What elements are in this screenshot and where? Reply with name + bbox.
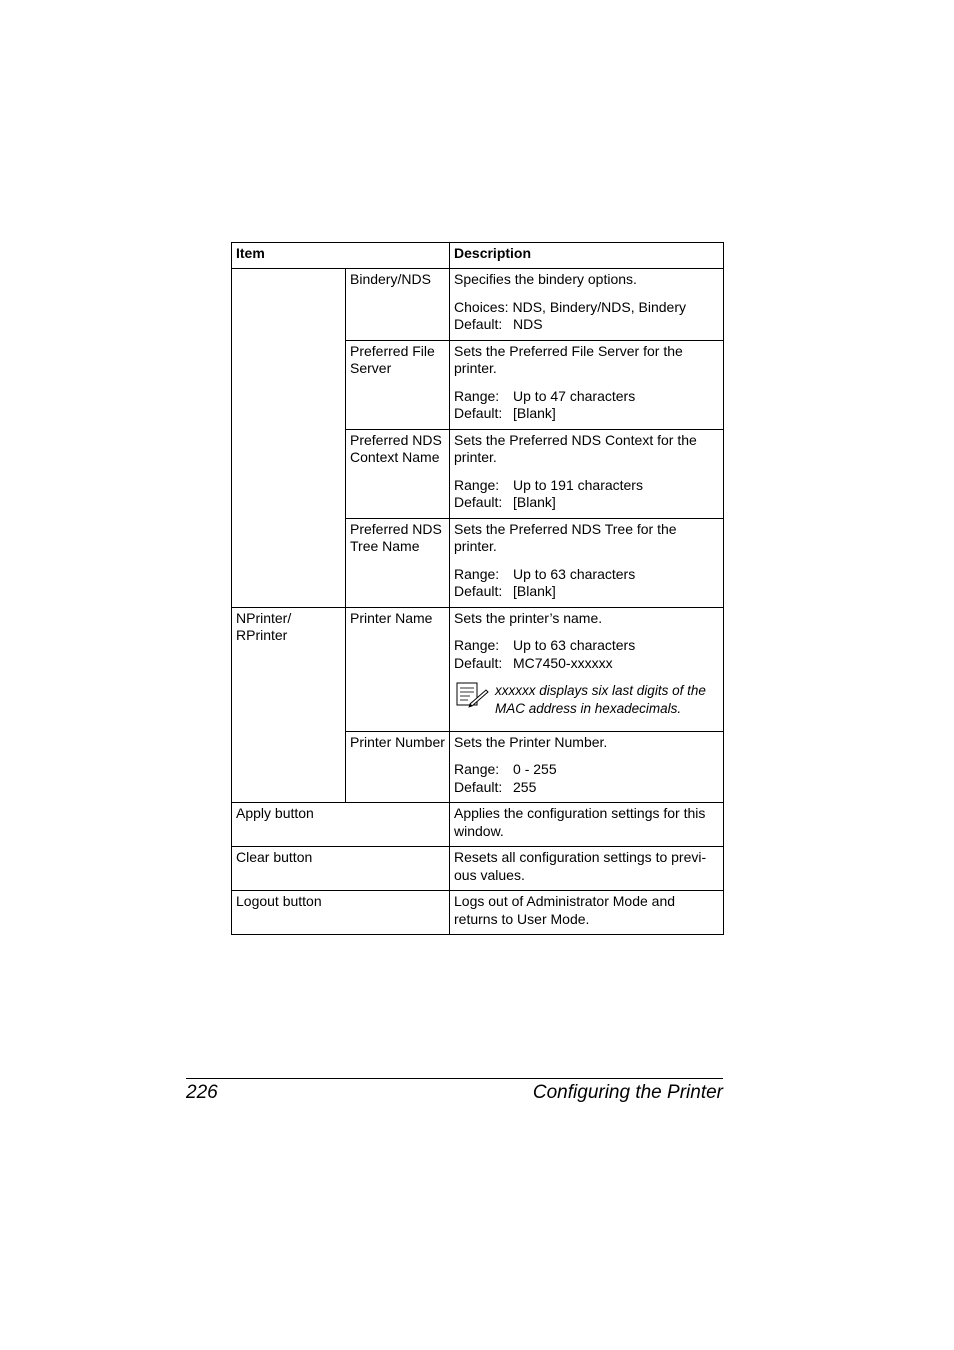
sub-item-preferred-nds-tree-name: Preferred NDS Tree Name xyxy=(346,518,450,607)
range-label: Range: xyxy=(454,637,500,653)
description-text: Applies the configuration settings for this window. xyxy=(450,803,724,847)
default-label: Default: xyxy=(454,316,503,332)
choices-value: NDS, Bindery/NDS, Bindery xyxy=(512,298,686,315)
range-default-block xyxy=(454,566,719,601)
item-cell-empty xyxy=(232,269,346,608)
default-label: Default: xyxy=(454,778,503,795)
sub-item-preferred-nds-context-name: Preferred NDS Context Name xyxy=(346,429,450,518)
description-cell xyxy=(450,269,724,341)
range-default-block xyxy=(454,388,719,423)
description-cell xyxy=(450,429,724,518)
range-default-block xyxy=(454,637,721,672)
default-value: MC7450-xxxxxx xyxy=(513,654,613,671)
description-cell xyxy=(450,340,724,429)
description-text: Sets the Printer Number. xyxy=(454,733,608,750)
choices-default-block xyxy=(454,299,719,334)
default-value: NDS xyxy=(513,316,543,332)
range-value: Up to 47 characters xyxy=(513,387,636,404)
description-text: Resets all configuration settings to previ-ous values. xyxy=(450,847,724,891)
item-logout-button: Logout button xyxy=(232,891,450,935)
range-label: Range: xyxy=(454,476,500,493)
default-value: [Blank] xyxy=(513,494,556,510)
description-cell xyxy=(450,607,724,731)
table-row xyxy=(232,269,724,341)
description-text: Sets the Preferred NDS Context for the printer. xyxy=(454,431,697,465)
item-nprinter-rprinter: NPrinter/ RPrinter xyxy=(232,607,346,803)
header-item: Item xyxy=(232,243,450,269)
sub-item-bindery-nds: Bindery/NDS xyxy=(346,269,450,341)
table-row xyxy=(232,607,724,731)
settings-table xyxy=(231,242,724,935)
default-value: [Blank] xyxy=(513,583,556,599)
default-label: Default: xyxy=(454,583,503,599)
sub-item-printer-name: Printer Name xyxy=(346,607,450,731)
description-text: Sets the printer’s name. xyxy=(454,609,603,626)
table-row xyxy=(232,891,724,935)
header-description: Description xyxy=(450,243,724,269)
table-row xyxy=(232,847,724,891)
table-row xyxy=(232,803,724,847)
description-cell xyxy=(450,518,724,607)
default-value: [Blank] xyxy=(513,405,556,421)
item-clear-button: Clear button xyxy=(232,847,450,891)
sub-item-preferred-file-server: Preferred File Server xyxy=(346,340,450,429)
description-text: Sets the Preferred NDS Tree for the printer. xyxy=(454,520,677,554)
description-cell xyxy=(450,731,724,803)
description-text: Sets the Preferred File Server for the printer. xyxy=(454,342,683,376)
default-label: Default: xyxy=(454,654,503,671)
default-label: Default: xyxy=(454,494,503,510)
choices-label: Choices: xyxy=(454,298,509,315)
description-text: Specifies the bindery options. xyxy=(454,271,637,287)
default-label: Default: xyxy=(454,405,503,421)
description-text: Logs out of Administrator Mode and returns to User Mode. xyxy=(450,891,724,935)
note-pencil-icon xyxy=(456,682,492,708)
range-label: Range: xyxy=(454,761,500,777)
range-default-block xyxy=(454,761,719,796)
sub-item-printer-number: Printer Number xyxy=(346,731,450,803)
footer-rule xyxy=(186,1078,723,1079)
note-text: xxxxxx displays six last digits of the MAC address in hexadecimals. xyxy=(495,683,706,716)
range-value: Up to 191 characters xyxy=(513,476,643,493)
item-apply-button: Apply button xyxy=(232,803,450,847)
default-value: 255 xyxy=(513,778,537,795)
range-value: Up to 63 characters xyxy=(513,637,636,653)
range-value: Up to 63 characters xyxy=(513,565,636,582)
range-value: 0 - 255 xyxy=(513,761,557,777)
section-title: Configuring the Printer xyxy=(532,1082,723,1103)
table-header-row xyxy=(232,243,724,269)
range-label: Range: xyxy=(454,565,500,582)
range-default-block xyxy=(454,477,719,512)
note xyxy=(454,682,721,718)
range-label: Range: xyxy=(454,387,500,404)
page-number: 226 xyxy=(186,1082,218,1103)
